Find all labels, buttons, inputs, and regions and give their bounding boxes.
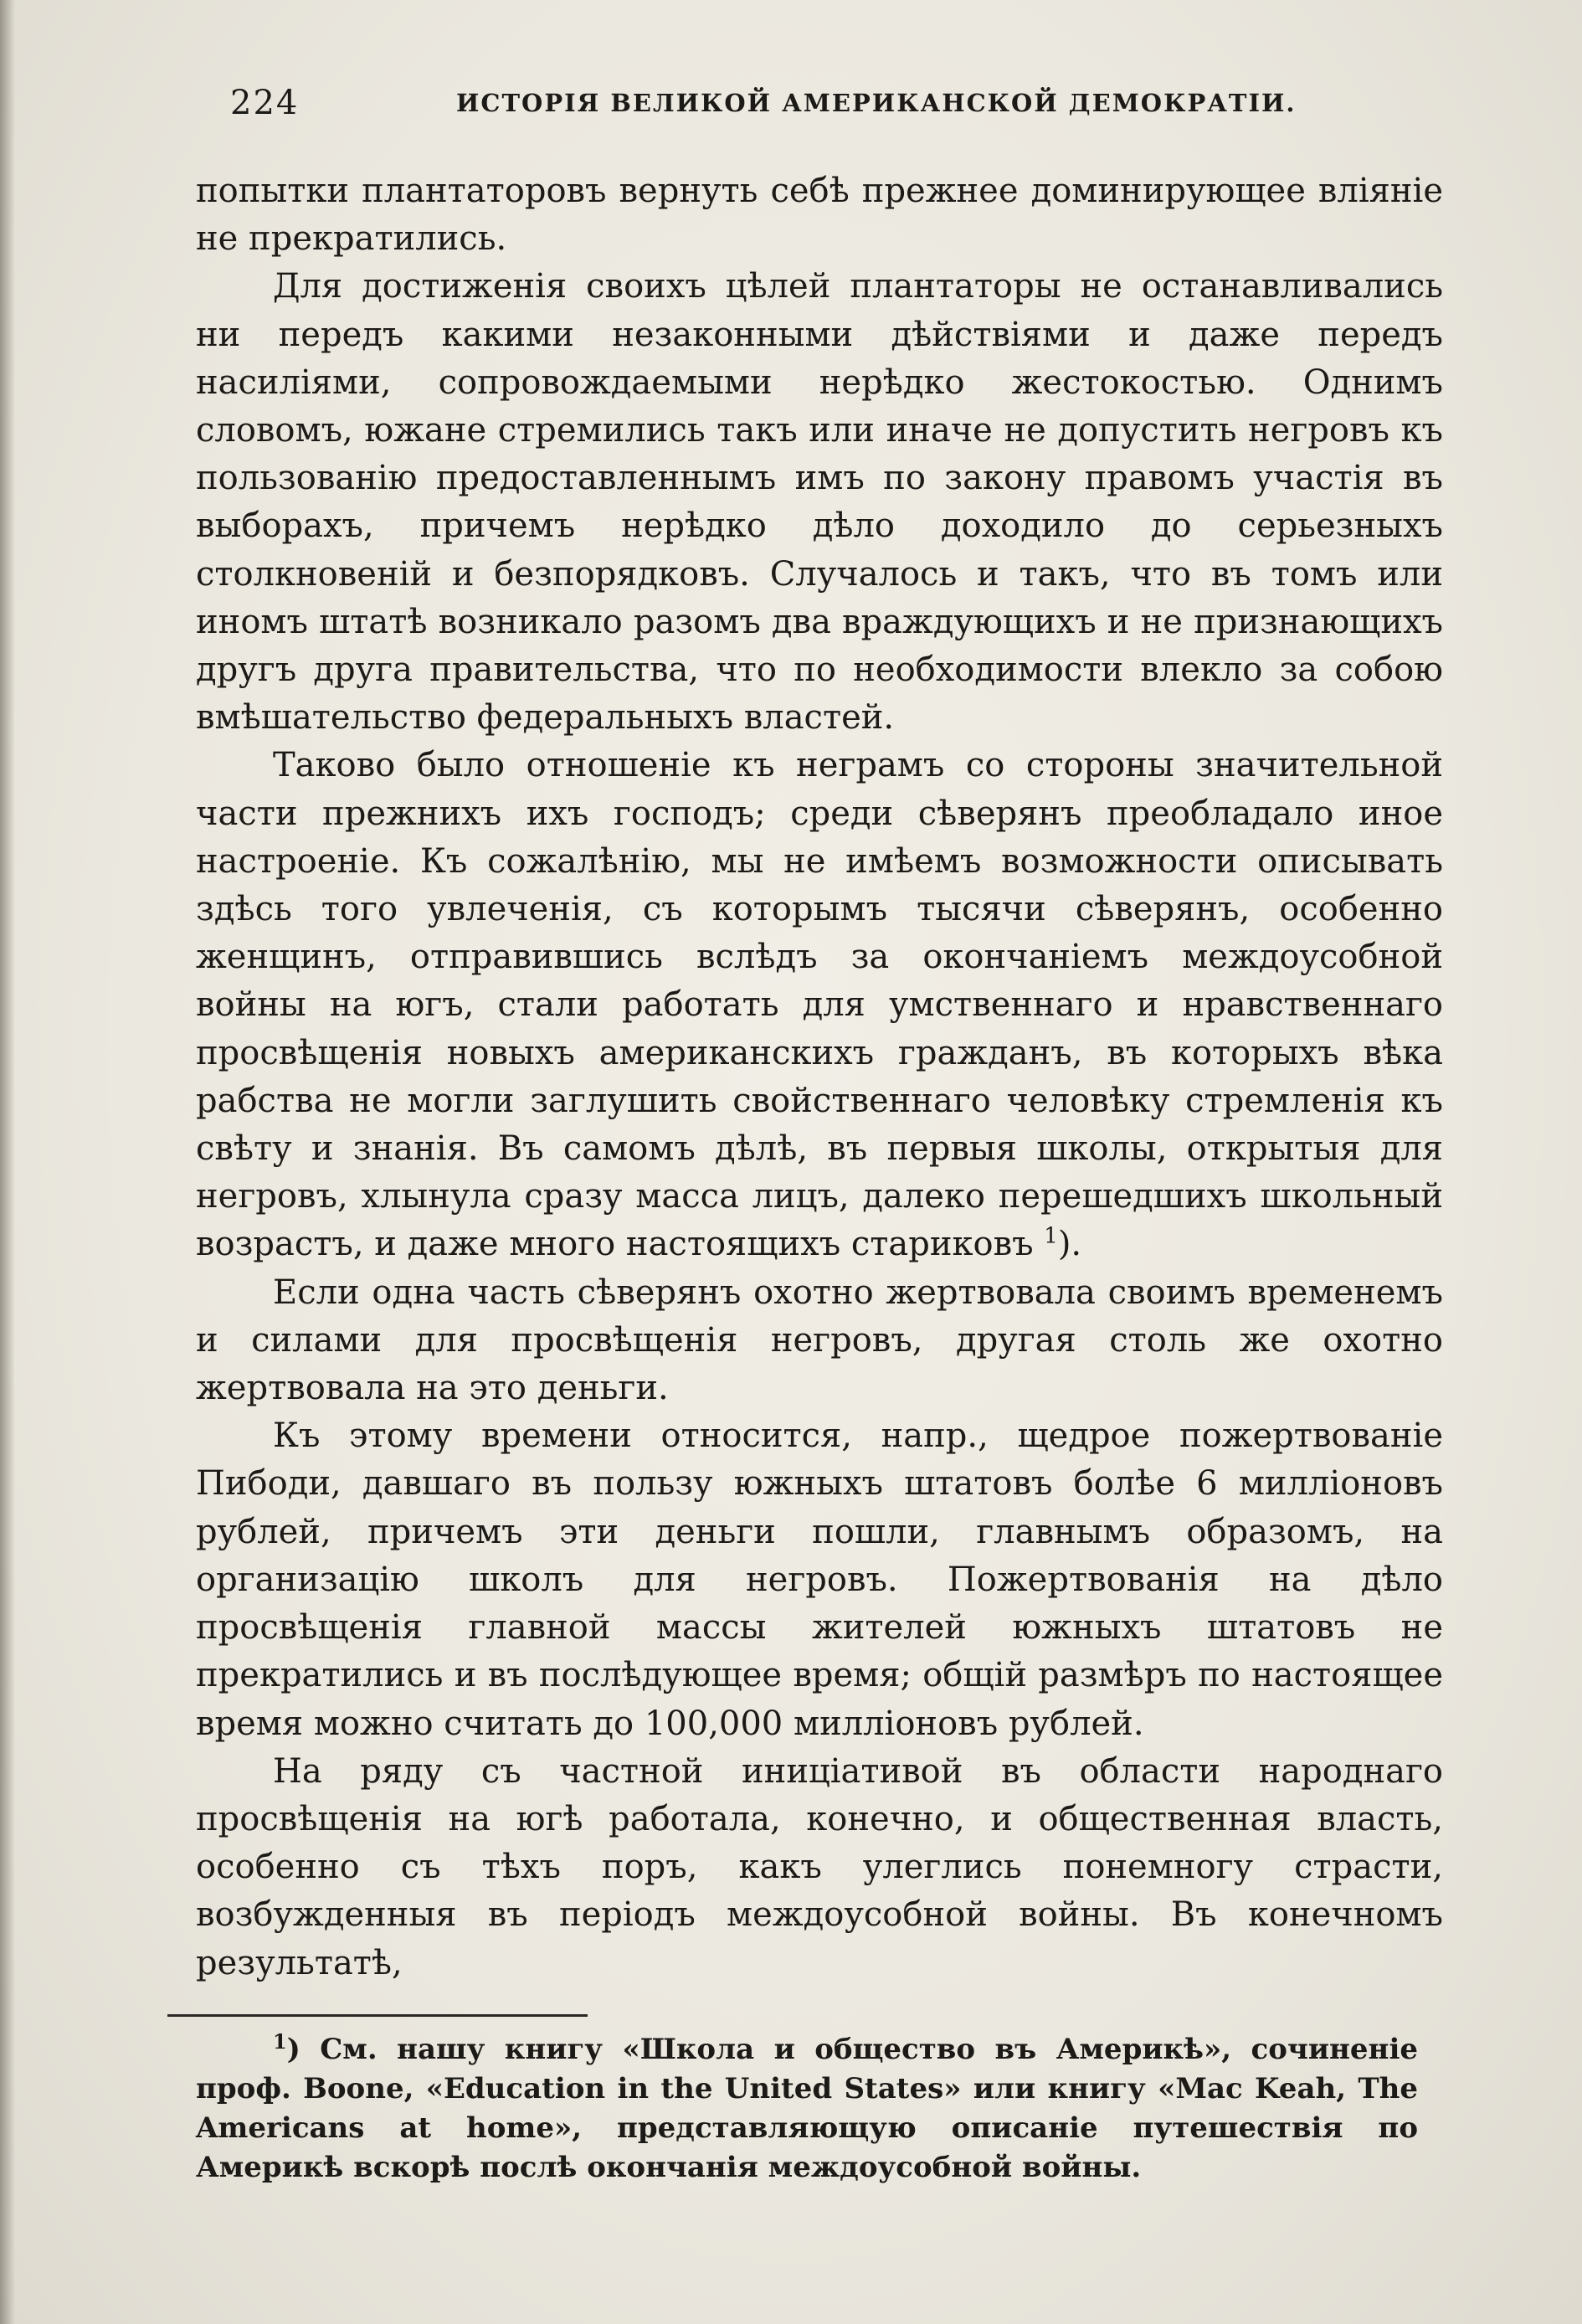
page-edge-shadow bbox=[0, 0, 15, 2324]
footnote-reference: 1 bbox=[1044, 1224, 1058, 1250]
footnote-text: ) См. нашу книгу «Школа и общество въ Америкѣ», сочиненіе проф. Boone, «Education in the United States» или книгу «Mac Keah, The Americans at home», представляющую описаніе путешествія по Америкѣ вскорѣ послѣ окончанія междоусобной войны. bbox=[196, 2033, 1418, 2184]
paragraph: Къ этому времени относится, напр., щедрое пожертвованіе Пибоди, давшаго въ пользу южныхъ штатовъ болѣе 6 милліоновъ рублей, причемъ эти деньги пошли, главнымъ образомъ, на организацію школъ для негровъ. Пожертвованія на дѣло просвѣщенія главной массы жителей южныхъ штатовъ не прекратились и въ послѣдующее время; общій размѣръ по настоящее время можно считать до 100,000 милліоновъ рублей. bbox=[196, 1417, 1443, 1743]
footnote-rule bbox=[167, 2014, 588, 2017]
running-title: ИСТОРІЯ ВЕЛИКОЙ АМЕРИКАНСКОЙ ДЕМОКРАТІИ. bbox=[456, 89, 1297, 117]
paragraph-text-end: ). bbox=[1057, 1225, 1082, 1264]
paragraph: Для достиженія своихъ цѣлей плантаторы не останавливались ни передъ какими незаконными дѣйствіями и даже передъ насиліями, сопровождаемыми нерѣдко жестокостью. Однимъ словомъ, южане стремились такъ или иначе не допустить негровъ къ пользованію предоставленнымъ имъ по закону правомъ участія въ выборахъ, причемъ нерѣдко дѣло доходило до серьезныхъ столкновеній и безпорядковъ. Случалось и такъ, что въ томъ или иномъ штатѣ возникало разомъ два враждующихъ и не признающихъ другъ друга правительства, что по необходимости влекло за собою вмѣшательство федеральныхъ властей. bbox=[196, 267, 1443, 738]
paragraph: Если одна часть сѣверянъ охотно жертвовала своимъ временемъ и силами для просвѣщенія негровъ, другая столь же охотно жертвовала на это деньги. bbox=[196, 1273, 1443, 1408]
paragraph: На ряду съ частной иниціативой въ области народнаго просвѣщенія на югѣ работала, конечно, и общественная власть, особенно съ тѣхъ поръ, какъ улеглись понемногу страсти, возбужденныя въ періодъ междоусобной войны. Въ конечномъ результатѣ, bbox=[196, 1751, 1443, 1982]
page-number: 224 bbox=[230, 84, 300, 122]
footnote-mark: 1 bbox=[273, 2028, 287, 2054]
page-header bbox=[230, 84, 1297, 134]
paragraph-continued: попытки плантаторовъ вернуть себѣ прежнее доминирующее вліяніе не прекратились. bbox=[196, 172, 1443, 259]
footnote bbox=[196, 2030, 1418, 2188]
body-text bbox=[196, 167, 1443, 1987]
paragraph-text: Таково было отношеніе къ неграмъ со стороны значительной части прежнихъ ихъ господъ; среди сѣверянъ преобладало иное настроеніе. Къ сожалѣнію, мы не имѣемъ возможности описывать здѣсь того увлеченія, съ которымъ тысячи сѣверянъ, особенно женщинъ, отправившись вслѣдъ за окончаніемъ междоусобной войны на югъ, стали работать для умственнаго и нравственнаго просвѣщенія новыхъ американскихъ гражданъ, въ которыхъ вѣка рабства не могли заглушить свойственнаго человѣку стремленія къ свѣту и знанія. Въ самомъ дѣлѣ, въ первыя школы, открытыя для негровъ, хлынула сразу масса лицъ, далеко перешедшихъ школьный возрастъ, и даже много настоящихъ стариковъ bbox=[196, 746, 1443, 1264]
paragraph bbox=[196, 742, 1443, 1268]
